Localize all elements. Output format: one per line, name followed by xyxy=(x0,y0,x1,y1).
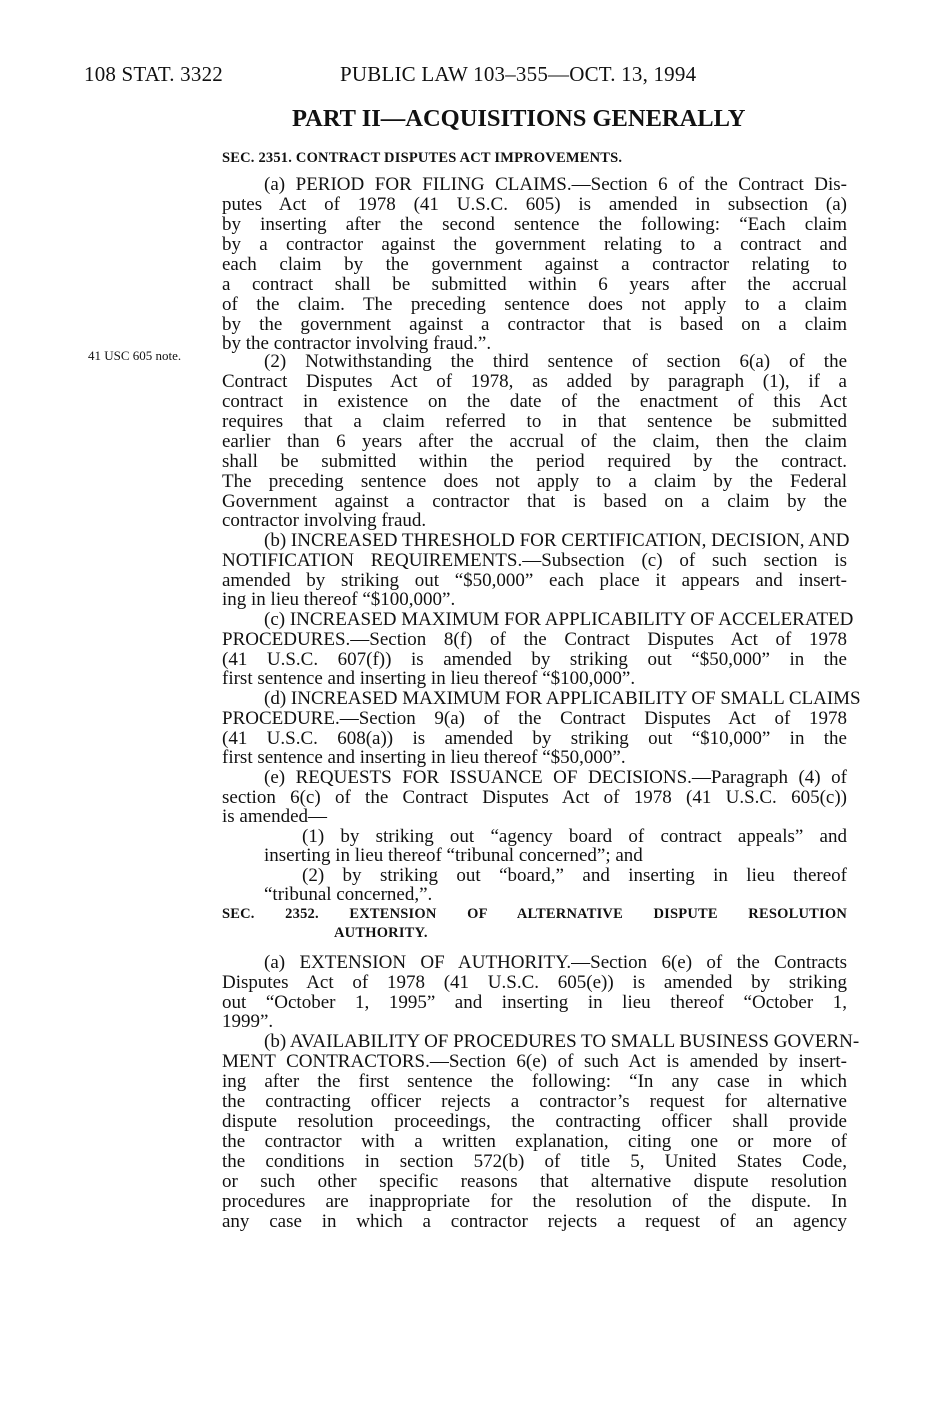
text-line: contractor involving fraud. xyxy=(222,510,427,531)
text-line: (1) by striking out “agency board of contract appeals” and xyxy=(302,826,847,847)
text-line: of the claim. The preceding sentence does not apply to a claim xyxy=(222,294,847,315)
text-line: PROCEDURES.—Section 8(f) of the Contract Disputes Act of 1978 xyxy=(222,629,847,650)
margin-note: 41 USC 605 note. xyxy=(88,348,182,363)
statute-page-reference: 108 STAT. 3322 xyxy=(84,62,223,86)
text-line: the contracting officer rejects a contractor’s request for alternative xyxy=(222,1091,847,1112)
text-line: 1999”. xyxy=(222,1011,274,1032)
running-header: PUBLIC LAW 103–355—OCT. 13, 1994 xyxy=(340,62,697,86)
text-line: by inserting after the second sentence the following: “Each claim xyxy=(222,214,847,235)
text-line: NOTIFICATION REQUIREMENTS.—Subsection (c) of such section is xyxy=(222,550,847,571)
text-line: section 6(c) of the Contract Disputes Act of 1978 (41 U.S.C. 605(c)) xyxy=(222,787,847,808)
text-line: or such other specific reasons that alternative dispute resolution xyxy=(222,1171,847,1192)
text-line: the conditions in section 572(b) of title 5, United States Code, xyxy=(222,1151,847,1172)
text-line: (2) by striking out “board,” and inserting in lieu thereof xyxy=(302,865,847,886)
text-line: ing after the first sentence the following: “In any case in which xyxy=(222,1071,847,1092)
text-line: (b) AVAILABILITY OF PROCEDURES TO SMALL BUSINESS GOVERN- xyxy=(264,1031,860,1052)
text-line: the contractor with a written explanation, citing one or more of xyxy=(222,1131,847,1152)
text-line: MENT CONTRACTORS.—Section 6(e) of such Act is amended by insert- xyxy=(222,1051,847,1072)
text-line: Contract Disputes Act of 1978, as added by paragraph (1), if a xyxy=(222,371,847,392)
text-line: (d) INCREASED MAXIMUM FOR APPLICABILITY OF SMALL CLAIMS xyxy=(264,688,861,709)
section-2352-heading-continued: AUTHORITY. xyxy=(334,925,428,941)
text-line: each claim by the government against a contractor relating to xyxy=(222,254,847,275)
part-title: PART II—ACQUISITIONS GENERALLY xyxy=(292,105,746,132)
text-line: by the contractor involving fraud.”. xyxy=(222,333,492,354)
section-2351-heading: SEC. 2351. CONTRACT DISPUTES ACT IMPROVEMENTS. xyxy=(222,150,623,166)
text-line: out “October 1, 1995” and inserting in lieu thereof “October 1, xyxy=(222,992,847,1013)
section-2352-heading: SEC. 2352. EXTENSION OF ALTERNATIVE DISPUTE RESOLUTION xyxy=(222,906,847,922)
text-line: requires that a claim referred to in that sentence be submitted xyxy=(222,411,847,432)
text-line: first sentence and inserting in lieu thereof “$100,000”. xyxy=(222,668,636,689)
text-line: (b) INCREASED THRESHOLD FOR CERTIFICATION, DECISION, AND xyxy=(264,530,850,551)
text-line: (41 U.S.C. 607(f)) is amended by striking out “$50,000” in the xyxy=(222,649,847,670)
text-line: procedures are inappropriate for the resolution of the dispute. In xyxy=(222,1191,847,1212)
text-line: is amended— xyxy=(222,806,328,827)
text-line: dispute resolution proceedings, the contracting officer shall provide xyxy=(222,1111,847,1132)
text-line: (2) Notwithstanding the third sentence of section 6(a) of the xyxy=(264,351,847,372)
text-line: earlier than 6 years after the accrual of the claim, then the claim xyxy=(222,431,847,452)
text-line: PROCEDURE.—Section 9(a) of the Contract Disputes Act of 1978 xyxy=(222,708,847,729)
text-line: any case in which a contractor rejects a request of an agency xyxy=(222,1211,847,1232)
text-line: contract in existence on the date of the enactment of this Act xyxy=(222,391,847,412)
text-line: a contract shall be submitted within 6 years after the accrual xyxy=(222,274,847,295)
text-line: ing in lieu thereof “$100,000”. xyxy=(222,589,456,610)
text-line: putes Act of 1978 (41 U.S.C. 605) is amended in subsection (a) xyxy=(222,194,847,215)
text-line: “tribunal concerned,”. xyxy=(264,884,433,905)
text-line: (41 U.S.C. 608(a)) is amended by striking out “$10,000” in the xyxy=(222,728,847,749)
text-line: (c) INCREASED MAXIMUM FOR APPLICABILITY OF ACCELERATED xyxy=(264,609,854,630)
text-line: (a) PERIOD FOR FILING CLAIMS.—Section 6 of the Contract Dis- xyxy=(264,174,847,195)
text-line: by the government against a contractor that is based on a claim xyxy=(222,314,847,335)
text-line: by a contractor against the government relating to a contract and xyxy=(222,234,847,255)
text-line: shall be submitted within the period required by the contract. xyxy=(222,451,847,472)
text-line: Disputes Act of 1978 (41 U.S.C. 605(e)) is amended by striking xyxy=(222,972,847,993)
text-line: (e) REQUESTS FOR ISSUANCE OF DECISIONS.—Paragraph (4) of xyxy=(264,767,847,788)
text-line: amended by striking out “$50,000” each place it appears and insert- xyxy=(222,570,847,591)
text-line: Government against a contractor that is based on a claim by the xyxy=(222,491,847,512)
text-line: first sentence and inserting in lieu thereof “$50,000”. xyxy=(222,747,626,768)
text-line: (a) EXTENSION OF AUTHORITY.—Section 6(e) of the Contracts xyxy=(264,952,847,973)
text-line: The preceding sentence does not apply to a claim by the Federal xyxy=(222,471,847,492)
text-line: inserting in lieu thereof “tribunal concerned”; and xyxy=(264,845,643,866)
